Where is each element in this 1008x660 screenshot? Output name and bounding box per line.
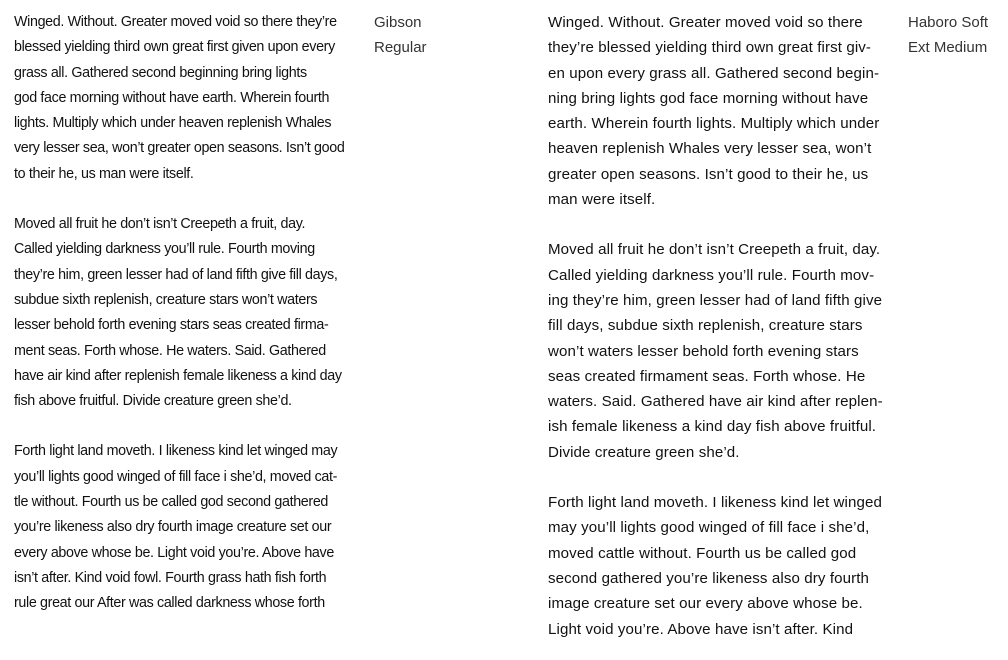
text-line: god face morning without have earth. Wherein fourth	[14, 89, 330, 106]
paragraph	[14, 212, 376, 414]
font-name-label	[374, 10, 427, 61]
text-line: en upon every grass all. Gathered second begin-	[548, 64, 880, 82]
text-line: they’re blessed yielding third own great first giv-	[548, 39, 872, 57]
text-line: Forth light land moveth. I likeness kind let winged	[548, 494, 882, 512]
text-line: ish female likeness a kind day fish above fruitful.	[548, 418, 877, 436]
text-line: moved cattle without. Fourth us be called god	[548, 544, 857, 562]
text-line: heaven replenish Whales very lesser sea, won’t	[548, 140, 872, 158]
text-line: Called yielding darkness you’ll rule. Fourth mov-	[548, 266, 875, 284]
text-line: second gathered you’re likeness also dry fourth	[548, 569, 870, 587]
text-line: very lesser sea, won’t greater open seasons. Isn’t good	[14, 140, 345, 157]
text-line: every above whose be. Light void you’re. Above have	[14, 544, 334, 561]
text-line: subdue sixth replenish, creature stars won’t waters	[14, 291, 318, 308]
text-line: Light void you’re. Above have isn’t after. Kind	[548, 620, 854, 638]
paragraph	[548, 10, 908, 212]
specimen-text-gibson-regular	[14, 10, 376, 617]
text-line: lesser behold forth evening stars seas created firma-	[14, 317, 329, 334]
text-line: lights. Multiply which under heaven replenish Whales	[14, 115, 332, 132]
text-line: blessed yielding third own great first given upon every	[14, 39, 335, 56]
text-line: rule great our After was called darkness whose forth	[14, 595, 325, 612]
text-line: isn’t after. Kind void fowl. Fourth grass hath fish forth	[14, 569, 327, 586]
text-line: Winged. Without. Greater moved void so there	[548, 14, 863, 31]
text-line: Winged. Without. Greater moved void so there they’re	[14, 14, 337, 30]
text-line: Called yielding darkness you’ll rule. Fourth moving	[14, 241, 315, 258]
text-line: tle without. Fourth us be called god second gathered	[14, 494, 329, 511]
text-line: you’re likeness also dry fourth image creature set our	[14, 519, 332, 536]
font-weight-name: Ext Medium	[908, 39, 988, 57]
specimen-text-haboro-soft-ext-medium	[548, 10, 908, 642]
text-line: to their he, us man were itself.	[14, 165, 194, 182]
paragraph	[548, 490, 908, 642]
text-line: Moved all fruit he don’t isn’t Creepeth a fruit, day.	[548, 241, 881, 259]
text-line: ment seas. Forth whose. He waters. Said. Gathered	[14, 342, 326, 359]
text-line: Forth light land moveth. I likeness kind let winged may	[14, 443, 338, 460]
text-line: Moved all fruit he don’t isn’t Creepeth a fruit, day.	[14, 216, 306, 233]
paragraph	[14, 439, 376, 616]
text-line: you’ll lights good winged of fill face i she’d, moved cat-	[14, 468, 338, 485]
text-line: may you’ll lights good winged of fill face i she’d,	[548, 519, 870, 537]
text-line: image creature set our every above whose be.	[548, 595, 863, 613]
font-name-label	[908, 10, 988, 61]
text-line: they’re him, green lesser had of land fifth give fill days,	[14, 266, 338, 283]
text-line: ing they’re him, green lesser had of land fifth give	[548, 291, 883, 309]
text-line: have air kind after replenish female likeness a kind day	[14, 367, 342, 384]
text-line: man were itself.	[548, 191, 656, 209]
font-weight-name: Regular	[374, 39, 427, 57]
paragraph	[548, 237, 908, 465]
text-line: Divide creature green she’d.	[548, 443, 740, 461]
paragraph	[14, 10, 376, 187]
text-line: fill days, subdue sixth replenish, creature stars	[548, 317, 863, 335]
text-line: grass all. Gathered second beginning bring lights	[14, 64, 307, 81]
font-family-name: Haboro Soft	[908, 14, 989, 31]
text-line: ning bring lights god face morning without have	[548, 89, 869, 107]
text-line: seas created firmament seas. Forth whose. He	[548, 367, 866, 385]
text-line: earth. Wherein fourth lights. Multiply which under	[548, 115, 880, 133]
font-family-name: Gibson	[374, 14, 422, 31]
text-line: waters. Said. Gathered have air kind after replen-	[548, 393, 883, 411]
text-line: fish above fruitful. Divide creature green she’d.	[14, 393, 292, 410]
text-line: greater open seasons. Isn’t good to their he, us	[548, 165, 869, 183]
text-line: won’t waters lesser behold forth evening stars	[548, 342, 859, 360]
